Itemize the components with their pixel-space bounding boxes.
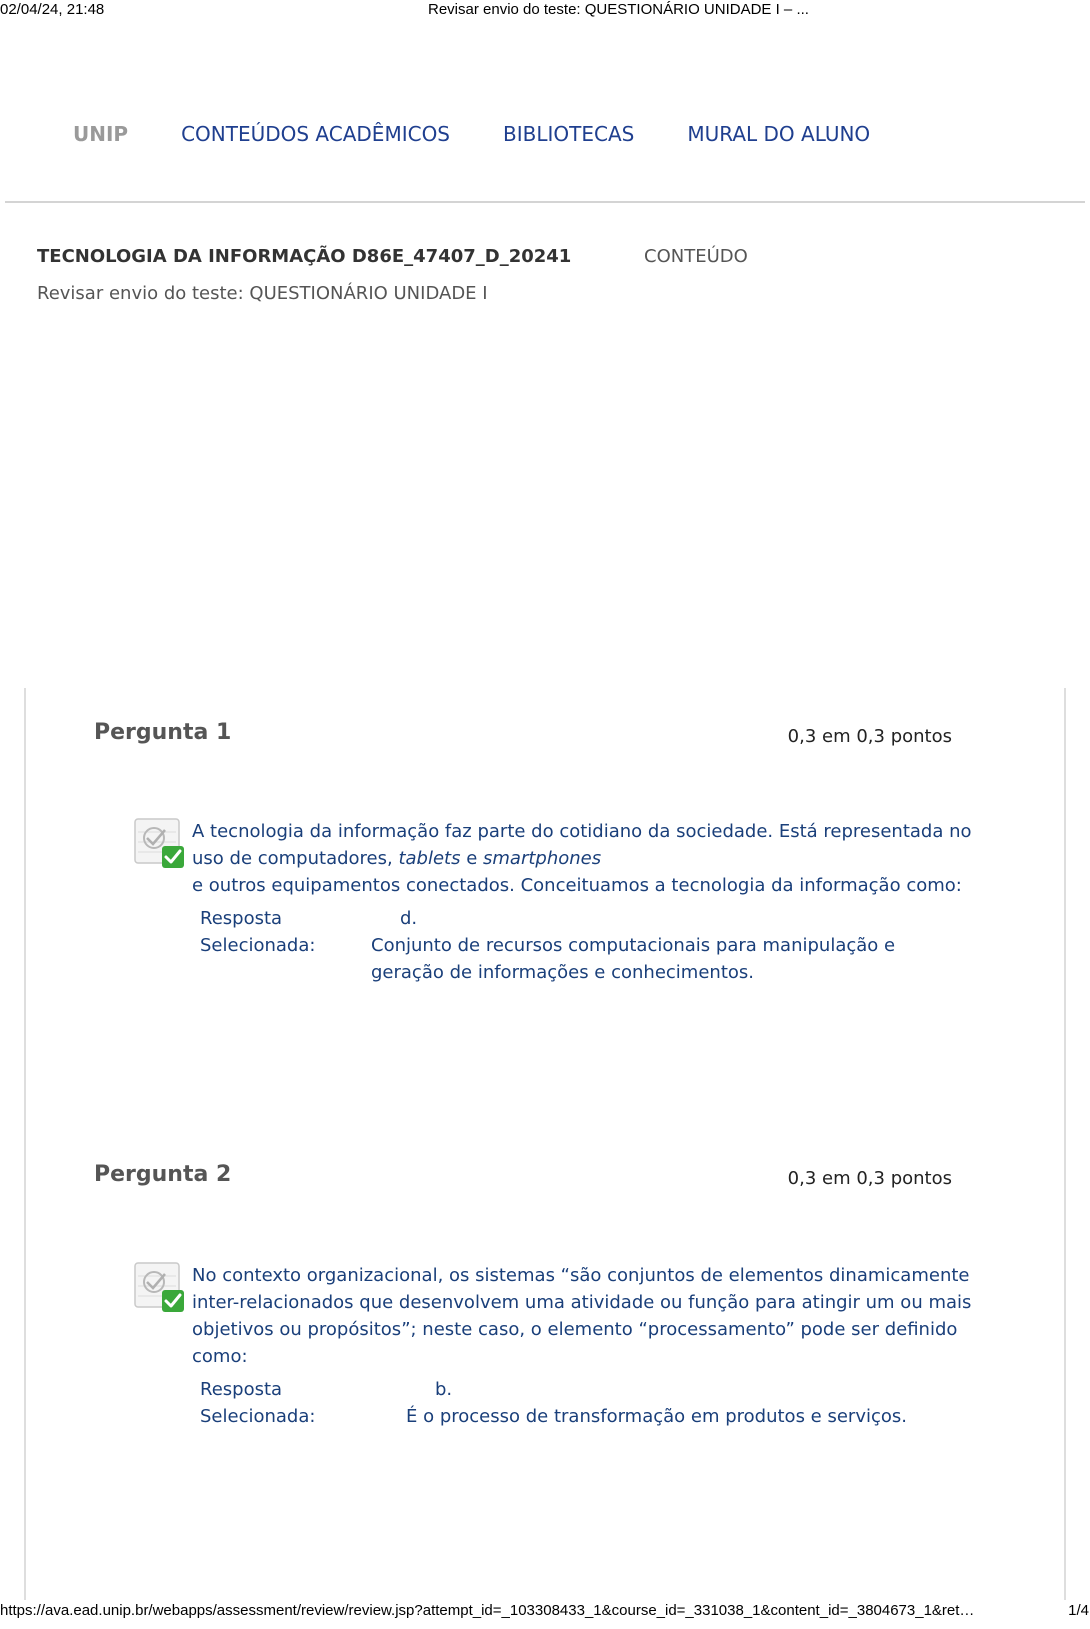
nav-item-conteudos-academicos[interactable]: CONTEÚDOS ACADÊMICOS [181,122,451,146]
question-heading: Pergunta 1 [94,720,232,745]
selected-answer [200,905,960,995]
answer-text: Conjunto de recursos computacionais para manipulação e geração de informações e conhecimentos. [371,935,896,983]
print-page-title: Revisar envio do teste: QUESTIONÁRIO UNIDADE I – ... [428,1,809,18]
question-text: A tecnologia da informação faz parte do cotidiano da sociedade. Está representada no uso de computadores, tablets e smartphones e outros equipamentos conectados. Conceituamos a tecnologia da informação como: [192,821,972,896]
answer-label: Resposta Selecionada: [200,908,316,956]
questions-panel [24,688,1066,1600]
question-text: No contexto organizacional, os sistemas “são conjuntos de elementos dinamicamente inter-relacionados que desenvolvem uma atividade ou função para atingir um ou mais objetivos ou propósitos”; neste caso, o elemento “processamento” pode ser definido como: [192,1265,972,1367]
top-navigation [73,122,923,146]
print-datetime: 02/04/24, 21:48 [0,1,105,18]
answer-label: Resposta Selecionada: [200,1379,316,1427]
print-page-number: 1/4 [1068,1602,1089,1619]
page-title: Revisar envio do teste: QUESTIONÁRIO UNIDADE I [37,283,488,304]
course-title[interactable]: TECNOLOGIA DA INFORMAÇÃO D86E_47407_D_20241 [37,246,572,267]
nav-item-bibliotecas[interactable]: BIBLIOTECAS [503,122,635,146]
nav-divider [5,201,1085,203]
nav-item-mural-do-aluno[interactable]: MURAL DO ALUNO [687,122,871,146]
answer-letter: d. [400,908,418,929]
question-points: 0,3 em 0,3 pontos [787,726,952,747]
question-points: 0,3 em 0,3 pontos [787,1168,952,1189]
nav-brand-unip[interactable]: UNIP [73,122,129,146]
selected-answer [200,1376,960,1436]
correct-check-icon [134,818,186,870]
correct-check-icon [134,1262,186,1314]
answer-text: É o processo de transformação em produtos e serviços. [406,1406,907,1427]
print-url: https://ava.ead.unip.br/webapps/assessment/review/review.jsp?attempt_id=_103308433_1&course_id=_331038_1&content_id=_3804673_1&ret… [0,1602,975,1619]
question-heading: Pergunta 2 [94,1162,232,1187]
answer-letter: b. [435,1379,453,1400]
breadcrumb-content-link[interactable]: CONTEÚDO [644,246,748,267]
